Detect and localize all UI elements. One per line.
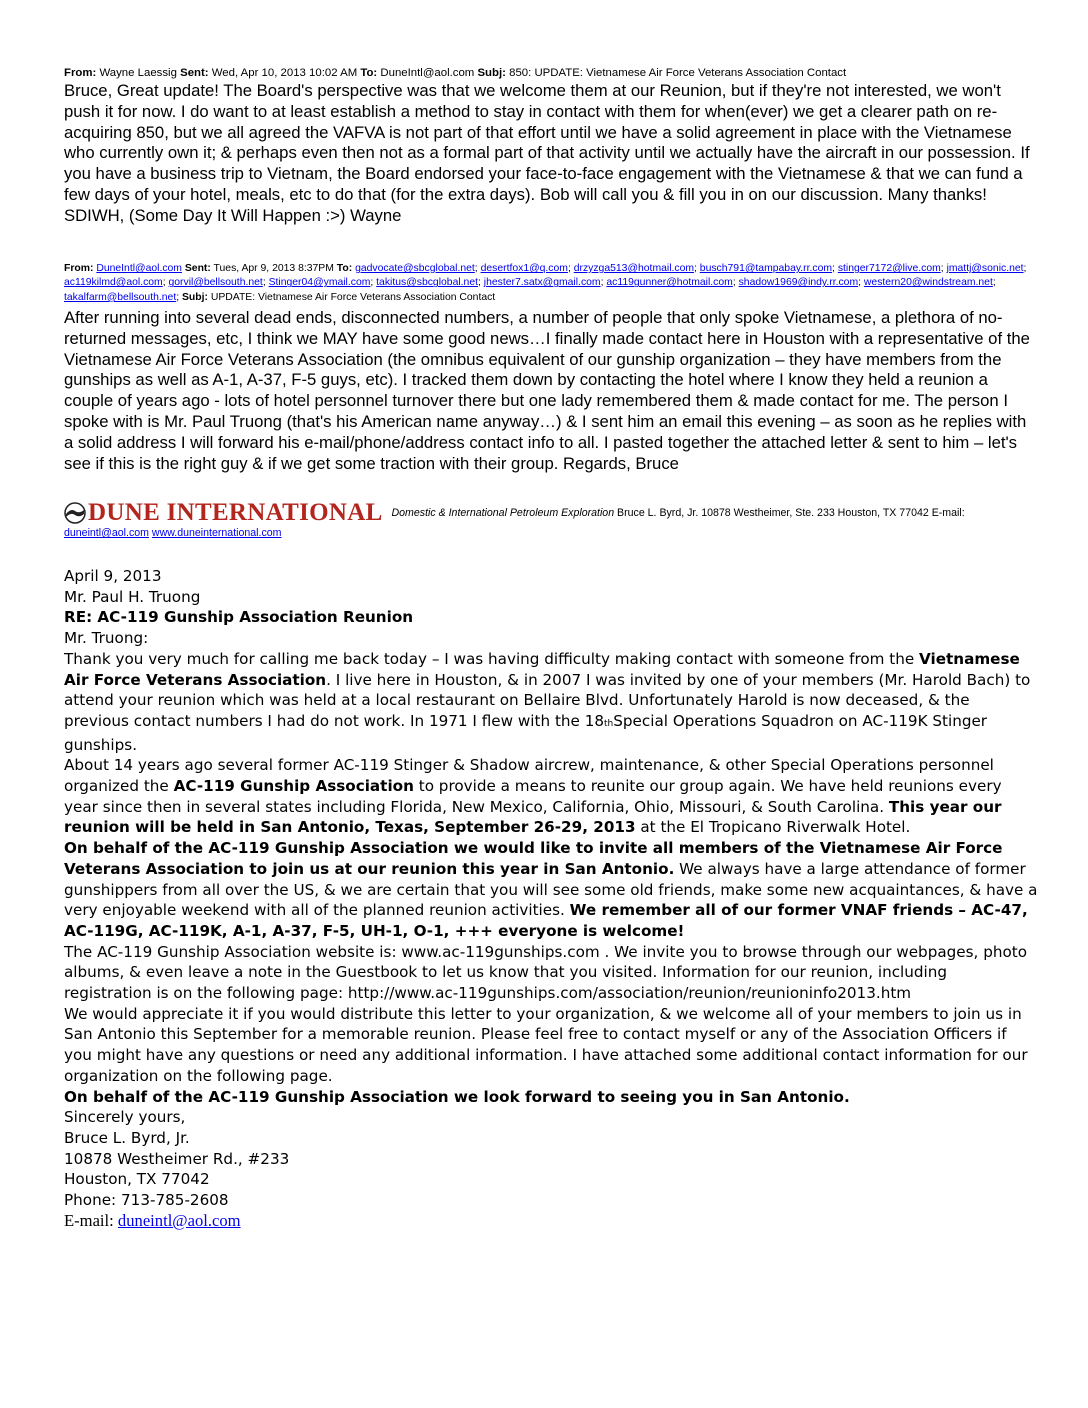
email1-body: Bruce, Great update! The Board's perspective was that we welcome them at our Reunion, but if they're not interested, we won't push it for now. I do want to at least establish a method to stay in contact with them for when(ever) we get a clearer path on re-acquiring 850, but we all agreed the VAFVA is not part of that effort until we have a solid agreement in place with the Vietnamese who currently own it; & perhaps even then not as a formal part of that activity until we actually have the aircraft in our possession. If you have a business trip to Vietnam, the Board endorsed your face-to-face engagement with the Vietnamese & that we can fund a few days of your hotel, meals, etc to do that (for the extra days). Bob will call you & fill you in on our discussion. Many thanks! SDIWH, (Some Day It Will Happen :>) Wayne <box>64 81 1030 225</box>
recipient-link[interactable]: ac119kilmd@aol.com <box>64 277 163 289</box>
email1-from-label: From: <box>64 67 97 79</box>
p1-text-b: Vietnamese Air Force Veterans Association <box>64 649 1020 689</box>
letter-email-line <box>64 1211 1039 1232</box>
recipient-link[interactable]: desertfox1@q.com <box>480 263 568 274</box>
p1-text-a: Thank you very much for calling me back today – I was having difficulty making contact with someone from the <box>64 649 920 668</box>
recipient-separator: ; <box>1023 263 1027 274</box>
letter-closing: Sincerely yours, <box>64 1108 186 1127</box>
letter-signer: Bruce L. Byrd, Jr. <box>64 1128 190 1147</box>
recipient-separator: ; <box>474 263 481 274</box>
letter-date: April 9, 2013 <box>64 567 162 585</box>
recipient-link[interactable]: western20@windstream.net <box>863 277 993 289</box>
p1-ordinal-suffix: th <box>604 718 614 729</box>
p1-text-d: Special Operations Squadron on AC-119K Stinger gunships. <box>64 711 988 754</box>
recipient-link[interactable]: jhester7.satx@gmail.com <box>483 277 601 289</box>
dune-logo-icon <box>64 502 86 524</box>
letter-paragraph-1 <box>64 649 1039 756</box>
p2-text-e: at the El Tropicano Riverwalk Hotel. <box>635 818 911 837</box>
letter-paragraph-5: We would appreciate it if you would distribute this letter to your organization, & we welcome all of your members to join us in San Antonio this September for a memorable reunion. Please feel free to contact myself or any of the Association Officers if you might have any questions or need any additional information. I have attached some additional contact information for our organization on the following page. <box>64 1004 1028 1085</box>
recipient-separator: ; <box>832 263 838 274</box>
recipient-separator: ; <box>567 263 574 274</box>
letter-paragraph-2 <box>64 755 1039 838</box>
letter-email-label: E-mail: <box>64 1210 118 1230</box>
email2-sent: Tues, Apr 9, 2013 8:37PM <box>213 263 334 274</box>
recipient-separator: ; <box>940 263 947 274</box>
email1-sent: Wed, Apr 10, 2013 10:02 AM <box>211 67 358 79</box>
p2-text-a: About 14 years ago several former AC-119 Stinger & Shadow aircrew, maintenance, & other Special Operations personnel organized the <box>64 756 994 796</box>
p3-text-b: We always have a large attendance of former gunshippers from all over the US, & we are certain that you will see some old friends, make some new acquaintances, & have a very enjoyable weekend with all of the planned reunion activities. <box>64 859 1038 920</box>
recipient-link[interactable]: Stinger04@ymail.com <box>268 277 371 289</box>
recipient-separator: ; <box>858 277 864 289</box>
recipient-link[interactable]: gorvil@bellsouth.net <box>168 277 263 289</box>
letter-phone: Phone: 713-785-2608 <box>64 1191 229 1210</box>
email2-subj-label: Subj: <box>181 291 208 303</box>
company-name: DUNE INTERNATIONAL <box>88 499 383 526</box>
p3-text-a: On behalf of the AC-119 Gunship Association we would like to invite all members of the Vietnamese Air Force Veterans Association to join us at our reunion this year in San Antonio. <box>64 839 1003 878</box>
letter-paragraph-6: On behalf of the AC-119 Gunship Association we look forward to seeing you in San Antonio. <box>64 1087 850 1106</box>
company-tagline: Domestic & International Petroleum Exploration <box>391 506 615 519</box>
email2-to-label: To: <box>336 263 353 274</box>
recipient-link[interactable]: busch791@tampabay.rr.com <box>699 263 833 274</box>
email1-header <box>64 66 1034 80</box>
recipient-separator: ; <box>162 277 169 289</box>
recipient-link[interactable]: shadow1969@indy.rr.com <box>738 277 859 289</box>
recipient-separator: ; <box>370 277 377 289</box>
letter-recipient: Mr. Paul H. Truong <box>64 587 201 606</box>
recipient-link[interactable]: takitus@sbcglobal.net <box>376 277 478 289</box>
email1-to: DuneIntl@aol.com <box>380 67 475 79</box>
recipient-link[interactable]: jmattj@sonic.net <box>946 263 1024 274</box>
recipient-separator: ; <box>600 277 607 289</box>
company-logo <box>64 499 383 526</box>
recipient-separator: ; <box>176 291 182 303</box>
email2-from-label: From: <box>64 263 94 274</box>
recipient-separator: ; <box>992 277 996 289</box>
signature-address: Bruce L. Byrd, Jr. 10878 Westheimer, Ste. 233 Houston, TX 77042 E-mail: <box>617 506 965 519</box>
signature-website-link[interactable]: www.duneinternational.com <box>151 527 282 539</box>
letter-paragraph-4: The AC-119 Gunship Association website is: www.ac-119gunships.com . We invite you to browse through our webpages, photo albums, & even leave a note in the Guestbook to let us know that you visited. Information for our reunion, including registration is on the following page: http://www.ac-119gunships.com/association/reunion/reunioninfo2013.htm <box>64 942 1027 1003</box>
recipient-separator: ; <box>732 277 739 289</box>
email2-sent-label: Sent: <box>184 263 211 274</box>
email2-header <box>64 262 1039 305</box>
recipient-link[interactable]: takalfarm@bellsouth.net <box>64 291 177 303</box>
letter-paragraph-3 <box>64 838 1039 942</box>
p2-text-d: This year our reunion will be held in San Antonio, Texas, September 26-29, 2013 <box>64 797 1002 837</box>
email2-from-link[interactable]: DuneIntl@aol.com <box>96 263 182 274</box>
letter-city: Houston, TX 77042 <box>64 1170 210 1189</box>
recipient-separator: ; <box>262 277 269 289</box>
recipient-link[interactable]: stinger7172@live.com <box>837 263 941 274</box>
email2-subject: UPDATE: Vietnamese Air Force Veterans Association Contact <box>210 291 496 303</box>
email1-to-label: To: <box>360 67 378 79</box>
email-signature <box>64 499 1039 542</box>
p1-text-c: . I live here in Houston, & in 2007 I was invited by one of your members (Mr. Harold Bach) to attend your reunion which was held at a local restaurant on Bellaire Blvd. Unfortunately Harold is now deceased, & the previous contact numbers I had do not work. In 1971 I flew with the 18 <box>64 670 1031 730</box>
recipient-link[interactable]: drzyzga513@hotmail.com <box>573 263 695 274</box>
email1-sent-label: Sent: <box>180 67 209 79</box>
email1-subject: 850: UPDATE: Vietnamese Air Force Veterans Association Contact <box>509 67 847 79</box>
recipient-separator: ; <box>477 277 484 289</box>
p2-text-b: AC-119 Gunship Association <box>173 777 414 796</box>
letter-subject: RE: AC-119 Gunship Association Reunion <box>64 608 414 627</box>
recipient-separator: ; <box>694 263 700 274</box>
p3-text-c: We remember all of our former VNAF friends – AC-47, AC-119G, AC-119K, A-1, A-37, F-5, UH-1, O-1, +++ everyone is welcome! <box>64 901 1028 940</box>
signature-email-link[interactable]: duneintl@aol.com <box>64 527 149 539</box>
email2-body: After running into several dead ends, disconnected numbers, a number of people that only spoke Vietnamese, a plethora of no-returned messages, etc, I think we MAY have some good news…I finally made contact here in Houston with a representative of the Vietnamese Air Force Veterans Association (the omnibus equivalent of our gunship organization – they have members from the gunships as well as A-1, A-37, F-5 guys, etc). I tracked them down by contacting the hotel where I know they held a reunion a couple of years ago - lots of hotel personnel turnover there but one lady remembered them & made contact for me. The person I spoke with is Mr. Paul Truong (that's his American name anyway…) & I sent him an email this evening – as soon as he replies with a solid address I will forward his e-mail/phone/address contact info to all. I pasted together the attached letter & sent to him – let's see if this is the right guy & if we get some traction with their group. Regards, Bruce <box>64 308 1030 473</box>
recipient-link[interactable]: gadvocate@sbcglobal.net <box>355 263 475 274</box>
letter-street: 10878 Westheimer Rd., #233 <box>64 1149 290 1168</box>
recipient-link[interactable]: ac119gunner@hotmail.com <box>606 277 733 289</box>
email1-subj-label: Subj: <box>477 67 506 79</box>
letter-salutation: Mr. Truong: <box>64 629 149 648</box>
letter <box>64 566 1039 1232</box>
letter-email-link[interactable]: duneintl@aol.com <box>117 1210 241 1230</box>
email1-from: Wayne Laessig <box>99 67 177 79</box>
p2-text-c: to provide a means to reunite our group again. We have held reunions every year since then in several states including Florida, New Mexico, California, Ohio, Missouri, & South Carolina. <box>64 777 1002 816</box>
